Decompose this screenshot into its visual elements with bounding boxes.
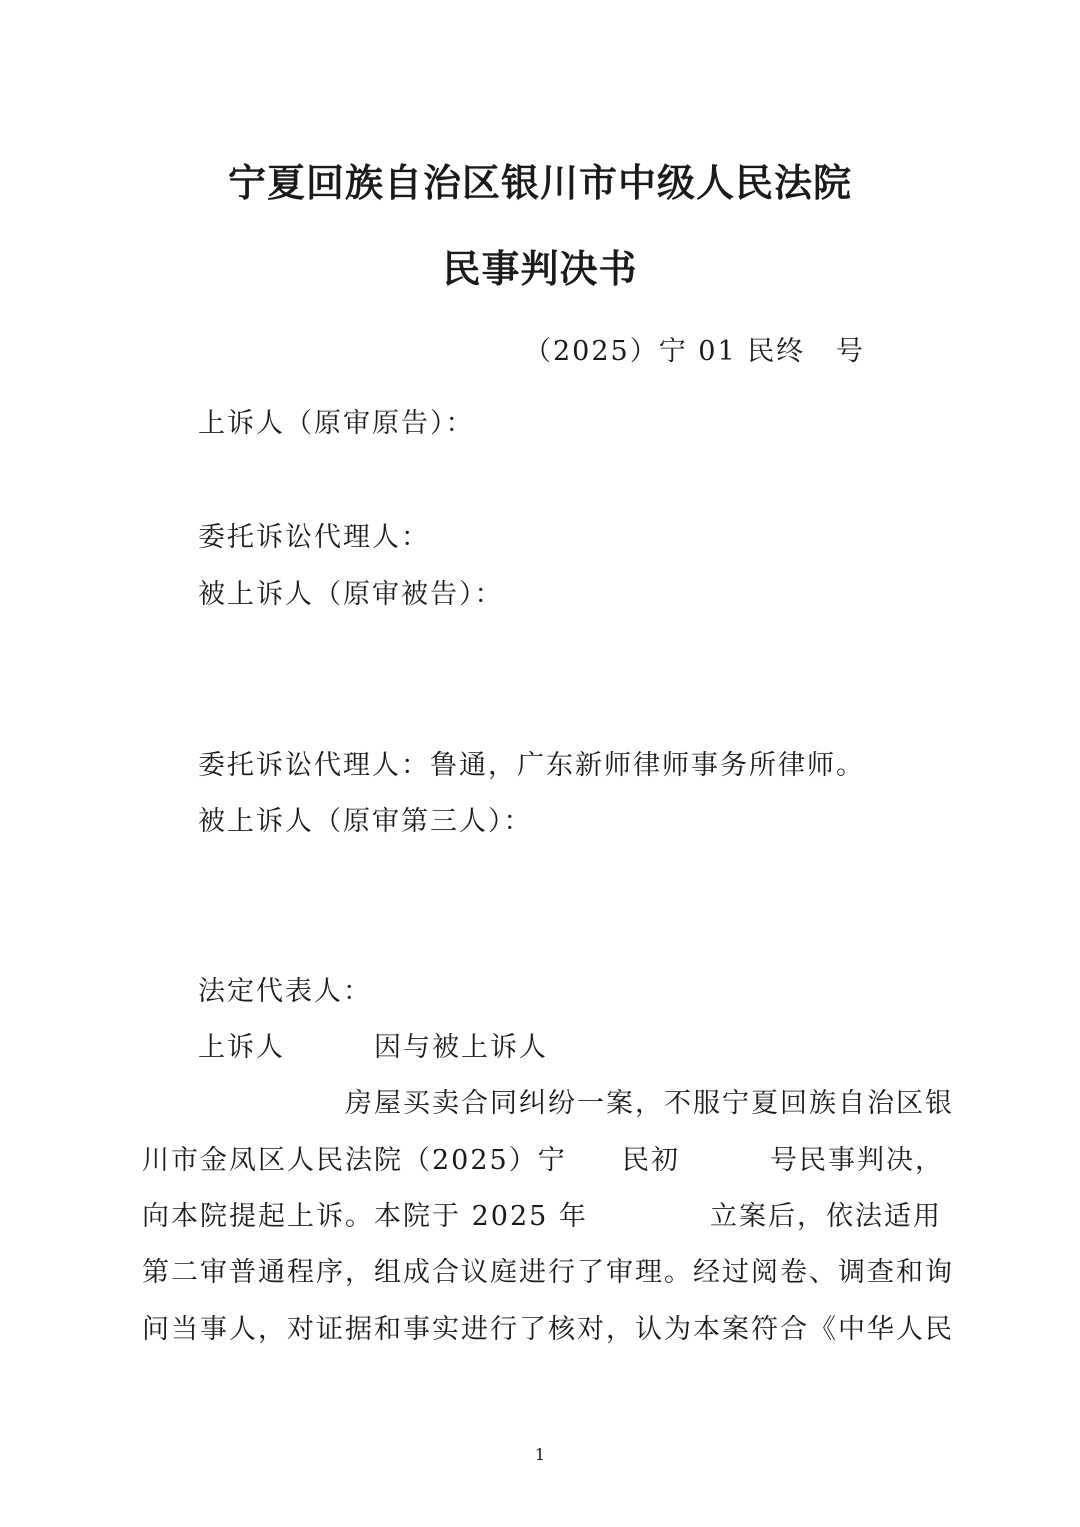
appellant-agent-label: 委托诉讼代理人：: [198, 522, 430, 553]
court-name-title: 宁夏回族自治区银川市中级人民法院: [227, 161, 852, 205]
body-line-5: 第二审普通程序，组成合议庭进行了审理。经过阅卷、调查和询: [142, 1257, 954, 1288]
appellee-agent-line: 委托诉讼代理人：鲁通，广东新师律师事务所律师。: [198, 750, 865, 781]
body-line-3-a: 川市金凤区人民法院（2025）宁: [142, 1145, 567, 1176]
case-number-suffix: 号: [836, 336, 865, 367]
body-line-3-b: 民初: [622, 1145, 680, 1176]
appellee-third-party-label: 被上诉人（原审第三人）：: [198, 806, 533, 837]
case-number-prefix: （2025）宁 01 民终: [524, 336, 806, 367]
body-line-1-a: 上诉人: [198, 1032, 285, 1063]
body-line-2: 房屋买卖合同纠纷一案，不服宁夏回族自治区银: [345, 1088, 954, 1119]
body-line-4-a: 向本院提起上诉。本院于 2025 年: [142, 1201, 588, 1232]
body-line-3-c: 号民事判决，: [770, 1145, 944, 1176]
body-line-6: 问当事人，对证据和事实进行了核对，认为本案符合《中华人民: [142, 1314, 954, 1345]
document-type-title: 民事判决书: [442, 247, 638, 291]
body-line-1-b: 因与被上诉人: [374, 1032, 548, 1063]
legal-representative-label: 法定代表人：: [198, 976, 372, 1007]
page-number: 1: [534, 1445, 546, 1464]
appellant-label: 上诉人（原审原告）：: [198, 408, 475, 439]
body-line-4-b: 立案后，依法适用: [710, 1201, 942, 1232]
appellee-defendant-label: 被上诉人（原审被告）：: [198, 579, 504, 610]
